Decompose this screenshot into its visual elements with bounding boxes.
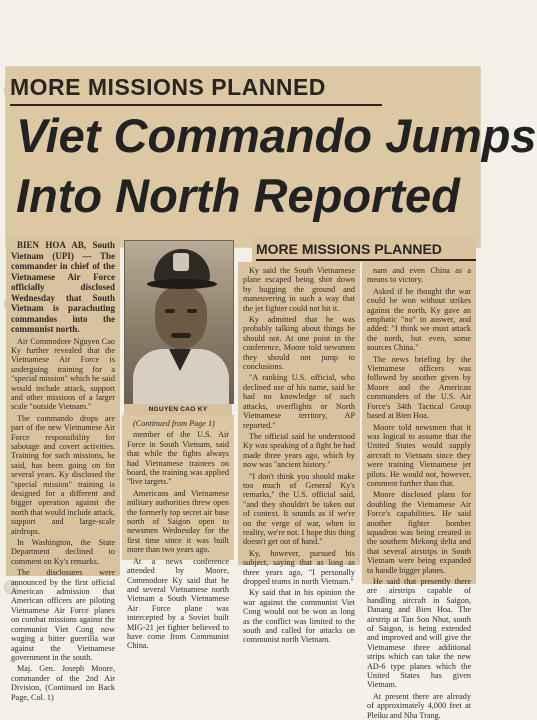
article-paragraph: The news briefing by the Vietnamese officers was followed by another given by Moore and the American commanders of the U.S. Air Force's 34th Tactical Group based at Bien Hoa. [367, 354, 471, 421]
headline-line-1: Viet Commando Jumps [16, 109, 537, 162]
section-banner: MORE MISSIONS PLANNED [10, 74, 326, 100]
subsection-banner: MORE MISSIONS PLANNED [252, 236, 476, 262]
dateline-paragraph: BIEN HOA AB, South Vietnam (UPI) — The commander in chief of the Vietnamese Air Force officially disclosed Wednesday that South Vietnam is parachuting commandos into the communist north. [11, 240, 115, 334]
article-paragraph: Moore disclosed plans for doubling the Vietnamese Air Force's capabilities. He said another fighter bomber squadron was being created in the southern Mekong delta and that several airstrips in South Vietnam were being expanded to handle bigger planes. [367, 490, 471, 575]
article-paragraph: The disclosures were announced by the first official American admission that American officers are piloting Vietnamese Air Force planes on combat missions against the communist Viet Cong now waging a bitter guerrilla war against the Vietnamese government in the south. [11, 568, 115, 662]
face-shape [155, 287, 207, 349]
article-paragraph: Moore told newsmen that it was logical to assume that the United States would supply aircraft to Vietnam since they were training Vietnamese jet pilots. He would not, however, comment further than that. [367, 422, 471, 488]
article-paragraph: Ky said that in his opinion the war against the communist Viet Cong would not be won as long as the conflict was limited to the south and called for attacks on communist north Vietnam. [243, 588, 355, 645]
article-paragraph: Maj. Gen. Joseph Moore, commander of the 2nd Air Division, (Continued on Back Page, Col. 1) [11, 664, 115, 702]
article-paragraph: At a news conference attended by Moore, Commodore Ky said that he and several Vietnamese north Vietnam a South Vietnamese Air Force plane was intercepted by a Soviet built MIG-21 jet fighter believed to have come from Communist China. [127, 556, 229, 651]
article-paragraph: Air Commodore Nguyen Cao Ky further revealed that the Vietnamese Air Force is undergoing training for a "special mission" which he said would include attack, support and other missions of a larger scale "outside Vietnam." [11, 336, 116, 412]
article-paragraph: Ky admitted that he was probably talking about things he should not. At one point in the conference, Moore told newsmen they should not jump to conclusions. [243, 315, 355, 372]
mouth-shape [171, 333, 191, 338]
article-paragraph: He said that presently there are airstrips capable of handling aircraft in Saigon, Danang and Bien Hoa. The airstrip at Tan Son Nhut, south of Saigon, is being extended and improved and will give the Vietnamese three additional strips which can take the new AD-6 type planes which the United States has given Vietnam. [367, 577, 471, 690]
article-paragraph: Ky said the South Vietnamese plane escaped being shot down by hugging the ground and maneuvering in such a way that the jet fighter could not hit it. [243, 266, 355, 313]
eye-shape [165, 309, 175, 313]
article-paragraph: member of the U.S. Air Force in South Vietnam, said that while the fights always had Vietnamese trainees on board, the training was applied "live targets." [127, 430, 229, 487]
article-column-2 [122, 415, 234, 651]
article-paragraph: The official said he understood Ky was speaking of a fight he had made three years ago, which by now was "ancient history." [243, 431, 355, 470]
article-paragraph: "I don't think you should make too much of General Ky's remarks," the U.S. official said, "and they shouldn't be taken out of context. It sounds as if we're on the verge of war, when in reality, we're not. I hope this thing doesn't get out of hand." [243, 471, 355, 547]
headline-line-2: Into North Reported [16, 169, 460, 222]
eye-shape [187, 309, 197, 313]
article-column-1 [6, 236, 120, 702]
article-paragraph: Americans and Vietnamese military authorities threw open the formerly top secret air base north of Saigon open to newsmen Wednesday for the first time since it was built more than two years ago. [127, 488, 229, 555]
article-column-4 [362, 262, 476, 720]
portrait-photo [124, 240, 234, 404]
banner-rule [10, 104, 382, 106]
article-paragraph: nam and even China as a means to victory. [367, 266, 471, 285]
cap-brim-shape [147, 279, 217, 289]
article-paragraph: "A ranking U.S. official, who declined use of his name, said he had no knowledge of such attacks, overflights or North Vietnamese territory, AP reported." [243, 373, 355, 430]
article-paragraph: At present there are already of approximately 4,000 feet at Pleiku and Nha Trang. [367, 691, 471, 720]
article-paragraph: Ky, however, pursued his subject, saying that as long as three years ago, "I personally dropped teams in north Vietnam." [243, 548, 355, 586]
continued-line: (Continued from Page 1) [133, 419, 215, 428]
article-paragraph: Asked if he thought the war could be won without strikes against the north, Ky gave an emphatic "no" in answer, and added: "I think we must attack the north, but even, some sources China." [367, 286, 471, 353]
cap-badge-icon [173, 253, 189, 271]
article-column-3 [238, 262, 360, 645]
article-paragraph: In Washington, the State Department declined to comment on Ky's remarks. [11, 538, 115, 566]
article-paragraph: The commando drops are part of the new Vietnamese Air Force responsibility for sabotage and covert activities. Training for such missions, he said, has been going on for several years. Ky disclosed the "special mission" training is designed for a different and bigger operation against the north that would include attack, support and large-scale airdrops. [11, 413, 115, 536]
photo-caption: NGUYEN CAO KY [124, 404, 232, 416]
